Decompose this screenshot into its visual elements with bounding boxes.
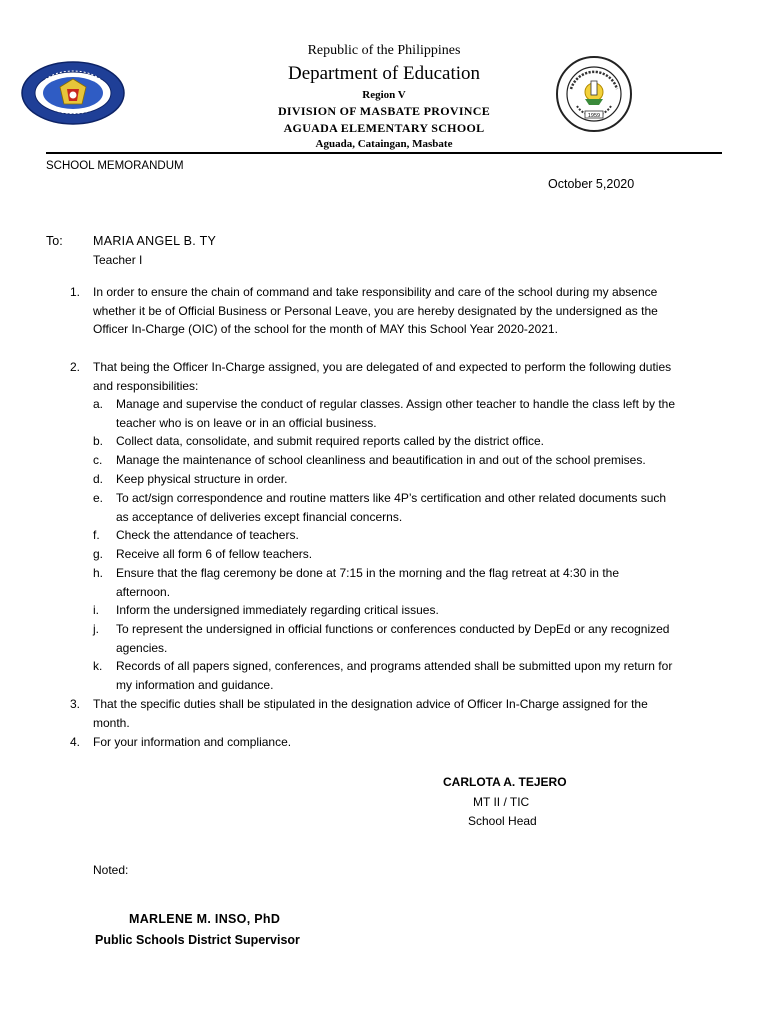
duty-line: as acceptance of deliveries except financial concerns. <box>116 509 403 524</box>
item-line: That the specific duties shall be stipulated in the designation advice of Officer In-Charge assigned for the <box>93 697 648 711</box>
duty-line: Keep physical structure in order. <box>116 472 288 486</box>
signatory-name: CARLOTA A. TEJERO <box>443 775 567 789</box>
duty-line: my information and guidance. <box>116 677 274 692</box>
duty-line: afternoon. <box>116 584 171 599</box>
duty-line: Receive all form 6 of fellow teachers. <box>116 547 313 561</box>
region-heading: Region V <box>362 89 406 101</box>
recipient-position: Teacher I <box>93 253 143 267</box>
supervisor-position: Public Schools District Supervisor <box>95 933 300 947</box>
duty-letter: a. <box>93 397 104 411</box>
duty-letter: f. <box>93 528 100 542</box>
duty-line: Records of all papers signed, conferences, and programs attended shall be submitted upon my return for <box>116 659 673 673</box>
header-divider <box>46 152 722 154</box>
duty-letter: c. <box>93 453 103 467</box>
school-heading: AGUADA ELEMENTARY SCHOOL <box>283 121 485 135</box>
noted-label: Noted: <box>93 863 129 877</box>
item-line: month. <box>93 715 130 730</box>
signatory-title: School Head <box>468 814 537 828</box>
item-number: 2. <box>70 360 81 374</box>
item-line: That being the Officer In-Charge assigned, you are delegated of and expected to perform the following duties <box>93 360 672 374</box>
duty-letter: i. <box>93 603 99 617</box>
item-line: whether it be of Official Business or Personal Leave, you are hereby designated by the undersigned as the <box>93 303 658 318</box>
item-line: In order to ensure the chain of command and take responsibility and care of the school during my absence <box>93 285 658 299</box>
republic-heading: Republic of the Philippines <box>307 43 461 58</box>
duty-line: Manage the maintenance of school cleanliness and beautification in and out of the school premises. <box>116 453 646 467</box>
duty-line: To represent the undersigned in official functions or conferences conducted by DepEd or any recognized <box>116 622 670 636</box>
item-number: 1. <box>70 285 81 299</box>
item-number: 3. <box>70 697 81 711</box>
duty-letter: e. <box>93 491 104 505</box>
duty-letter: b. <box>93 434 104 448</box>
item-number: 4. <box>70 735 81 749</box>
duty-line: Manage and supervise the conduct of regular classes. Assign other teacher to handle the class left by the <box>116 397 676 411</box>
duty-line: teacher who is on leave or in an official business. <box>116 415 377 430</box>
duty-line: Collect data, consolidate, and submit required reports called by the district office. <box>116 434 545 448</box>
duty-line: agencies. <box>116 640 168 655</box>
duty-line: Inform the undersigned immediately regarding critical issues. <box>116 603 439 617</box>
to-label: To: <box>46 234 63 248</box>
duty-line: Check the attendance of teachers. <box>116 528 299 542</box>
duty-letter: j. <box>93 622 99 636</box>
duty-letter: d. <box>93 472 104 486</box>
item-line: Officer In-Charge (OIC) of the school for the month of MAY this School Year 2020-2021. <box>93 322 558 336</box>
school-address: Aguada, Cataingan, Masbate <box>315 138 453 150</box>
supervisor-name: MARLENE M. INSO, PhD <box>129 912 281 926</box>
duty-letter: g. <box>93 547 104 561</box>
duty-letter: h. <box>93 566 104 580</box>
division-heading: DIVISION OF MASBATE PROVINCE <box>277 104 491 118</box>
duty-letter: k. <box>93 659 103 673</box>
memo-title: SCHOOL MEMORANDUM <box>46 160 184 172</box>
signatory-position: MT II / TIC <box>473 795 530 809</box>
item-line: and responsibilities: <box>93 378 199 393</box>
memo-date: October 5,2020 <box>548 177 635 191</box>
school-seal-year: 1959 <box>587 113 601 119</box>
recipient-name: MARIA ANGEL B. TY <box>93 234 217 248</box>
item-line: For your information and compliance. <box>93 735 292 749</box>
department-heading: Department of Education <box>287 63 481 84</box>
duty-line: To act/sign correspondence and routine matters like 4P’s certification and other related documents such <box>116 491 667 505</box>
duty-line: Ensure that the flag ceremony be done at 7:15 in the morning and the flag retreat at 4:30 in the <box>116 566 619 580</box>
